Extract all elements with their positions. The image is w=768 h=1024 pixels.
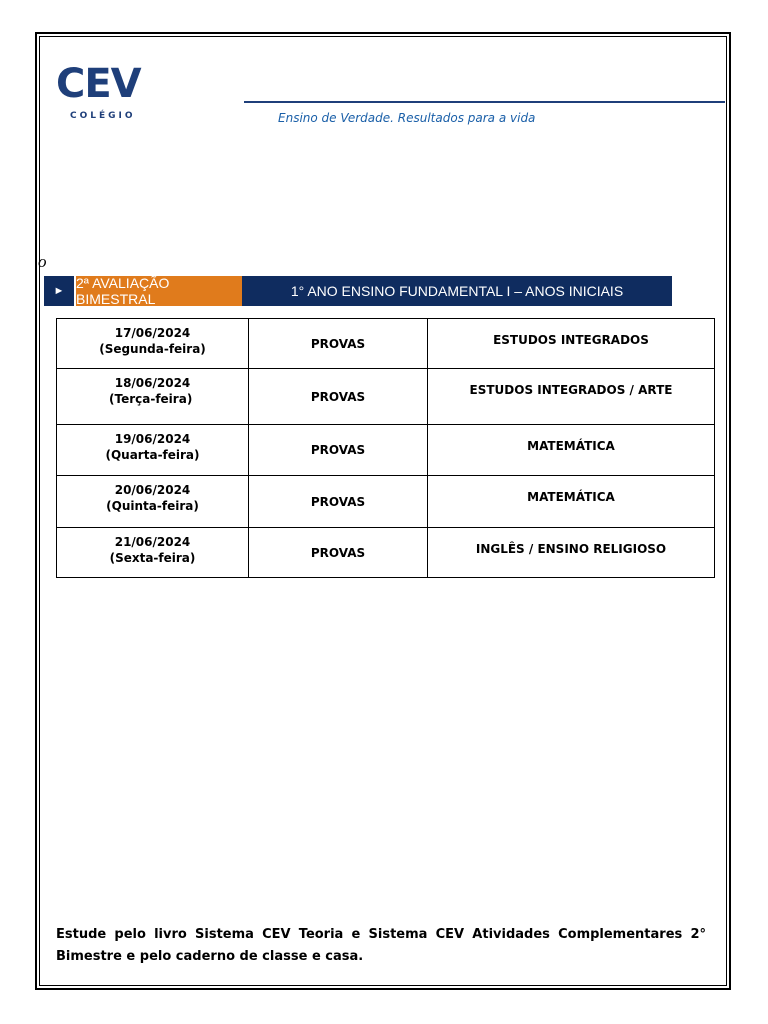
logo-subtitle: COLÉGIO	[70, 111, 136, 121]
logo-wordmark: CEV	[56, 61, 141, 107]
header-rule	[244, 101, 725, 103]
table-row	[57, 319, 715, 369]
weekday: (Terça-feira)	[109, 392, 193, 406]
date-cell	[57, 319, 249, 369]
table-row	[57, 476, 715, 528]
table-row	[57, 425, 715, 476]
subject-cell: MATEMÁTICA	[428, 476, 715, 528]
date: 18/06/2024	[114, 376, 191, 390]
date: 17/06/2024	[114, 326, 191, 340]
study-note: Estude pelo livro Sistema CEV Teoria e Sistema CEV Atividades Complementares 2° Bimestre e pelo caderno de classe e casa.	[56, 927, 706, 964]
weekday: (Quinta-feira)	[106, 499, 199, 513]
banner-exam-label: 2ª AVALIAÇÃO BIMESTRAL	[76, 276, 242, 306]
date-cell	[57, 528, 249, 578]
subject-cell: INGLÊS / ENSINO RELIGIOSO	[428, 528, 715, 578]
type-cell: PROVAS	[249, 319, 428, 369]
table-row	[57, 369, 715, 425]
subject-cell: ESTUDOS INTEGRADOS	[428, 319, 715, 369]
subject-cell: MATEMÁTICA	[428, 425, 715, 476]
exam-banner	[44, 276, 672, 306]
banner-grade-label: 1° ANO ENSINO FUNDAMENTAL I – ANOS INICIAIS	[242, 276, 672, 306]
date: 19/06/2024	[114, 432, 191, 446]
exam-schedule-table	[56, 318, 715, 578]
weekday: (Segunda-feira)	[99, 342, 206, 356]
date: 21/06/2024	[114, 535, 191, 549]
date-cell	[57, 369, 249, 425]
date-cell	[57, 425, 249, 476]
slogan: Ensino de Verdade. Resultados para a vida	[278, 111, 536, 125]
type-cell: PROVAS	[249, 476, 428, 528]
type-cell: PROVAS	[249, 425, 428, 476]
cev-logo	[56, 61, 156, 126]
subject-cell: ESTUDOS INTEGRADOS / ARTE	[428, 369, 715, 425]
weekday: (Quarta-feira)	[105, 448, 200, 462]
date: 20/06/2024	[114, 483, 191, 497]
weekday: (Sexta-feira)	[109, 551, 196, 565]
stray-mark: o	[38, 252, 47, 271]
table-row	[57, 528, 715, 578]
play-arrow-icon: ►	[44, 276, 74, 306]
type-cell: PROVAS	[249, 369, 428, 425]
date-cell	[57, 476, 249, 528]
type-cell: PROVAS	[249, 528, 428, 578]
